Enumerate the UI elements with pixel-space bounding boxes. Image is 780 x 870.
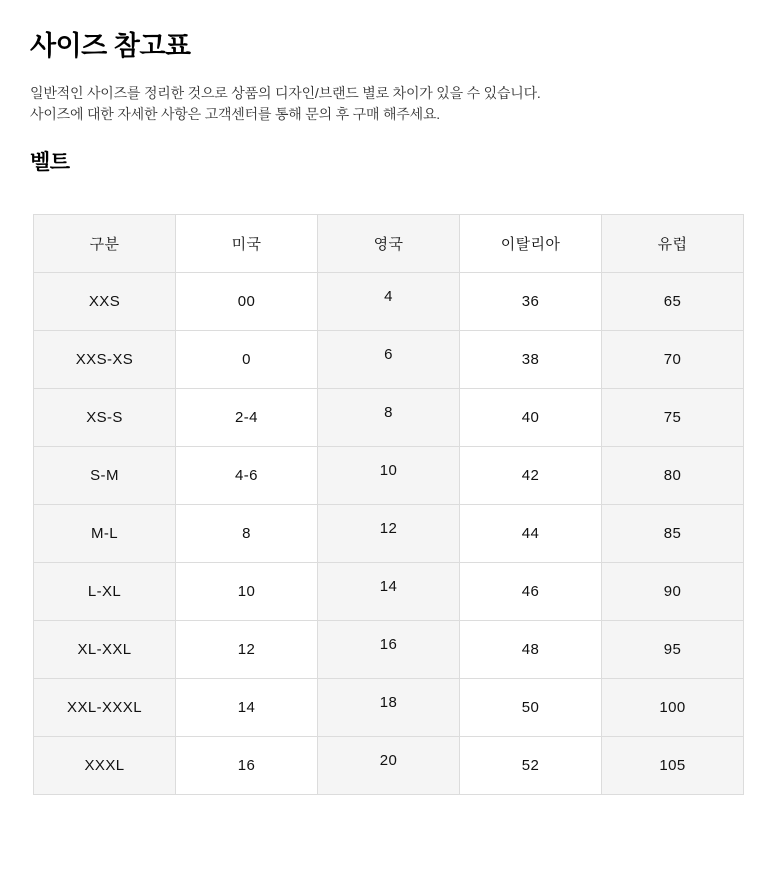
header-cell-text: 영국 [373,236,404,253]
table-cell [602,447,744,505]
table-cell [176,505,318,563]
table-cell [34,505,176,563]
table-cell-text: 46 [521,583,540,600]
table-cell [460,563,602,621]
header-cell [460,215,602,273]
header-cell-text: 구분 [89,236,120,253]
table-cell-text: 105 [659,757,686,774]
table-cell [318,273,460,331]
table-cell-text: 2-4 [235,409,258,426]
table-cell-text: 4 [384,288,393,305]
header-cell-text: 유럽 [657,236,688,253]
table-cell [176,331,318,389]
table-cell [602,331,744,389]
header-cell-text: 이탈리아 [500,236,561,253]
table-cell [318,621,460,679]
page-title: 사이즈 참고표 [30,31,191,61]
table-cell-text: XXS-XS [75,351,134,368]
table-cell [460,505,602,563]
table-cell [176,563,318,621]
table-cell-text: XXXL [84,757,125,774]
table-cell [176,389,318,447]
table-cell-text: 36 [521,293,540,310]
table-cell-text: 44 [521,525,540,542]
table-row [34,505,744,563]
table-cell-text: 38 [521,351,540,368]
table-cell-text: 6 [384,346,393,363]
table-cell-text: 52 [521,757,540,774]
table-cell [176,621,318,679]
table-cell-text: 80 [663,467,682,484]
table-cell-text: 100 [659,699,686,716]
table-body [34,273,744,795]
table-cell-text: XXL-XXXL [67,699,142,716]
table-cell [34,563,176,621]
table-cell [318,737,460,795]
table-cell-text: XL-XXL [77,641,132,658]
table-cell [460,273,602,331]
table-cell [602,505,744,563]
page-description-line-1: 일반적인 사이즈를 정리한 것으로 상품의 디자인/브랜드 별로 차이가 있을 수 있습니다. [30,85,541,101]
table-cell-text: 48 [521,641,540,658]
table-row [34,389,744,447]
table-cell-text: 10 [237,583,256,600]
header-cell [34,215,176,273]
table-cell-text: XXS [88,293,121,310]
table-row [34,273,744,331]
table-cell-text: L-XL [87,583,122,600]
table-cell-text: 65 [663,293,682,310]
header-cell-text: 미국 [231,236,262,253]
section-title-belt: 벨트 [30,151,70,174]
table-row [34,679,744,737]
table-cell-text: 0 [242,351,251,368]
table-cell [176,273,318,331]
table-cell-text: 8 [242,525,251,542]
table-cell [460,389,602,447]
table-cell [460,621,602,679]
table-cell-text: XS-S [86,409,123,426]
table-cell-text: 95 [663,641,682,658]
table-cell [34,621,176,679]
table-cell [176,679,318,737]
table-cell [602,621,744,679]
table-cell-text: 10 [379,462,398,479]
table-row [34,621,744,679]
table-cell [34,447,176,505]
table-cell [602,679,744,737]
size-guide-page [0,30,780,870]
table-cell-text: 90 [663,583,682,600]
table-cell-text: 8 [384,404,393,421]
table-cell [318,331,460,389]
belt-size-table [33,214,744,795]
page-description-line-2: 사이즈에 대한 자세한 사항은 고객센터를 통해 문의 후 구매 해주세요. [30,106,440,122]
table-cell [318,679,460,737]
table-row [34,563,744,621]
table-cell [34,389,176,447]
header-cell [602,215,744,273]
table-cell [460,447,602,505]
table-cell [460,737,602,795]
table-cell [602,737,744,795]
table-cell [460,679,602,737]
table-cell-text: 16 [379,636,398,653]
table-cell-text: 16 [237,757,256,774]
table-cell [34,679,176,737]
table-cell [34,273,176,331]
table-cell-text: 18 [379,694,398,711]
table-cell [176,447,318,505]
table-cell-text: 85 [663,525,682,542]
table-header [34,215,744,273]
table-cell [34,331,176,389]
table-cell [318,563,460,621]
table-cell-text: 75 [663,409,682,426]
table-cell [318,389,460,447]
table-cell-text: 70 [663,351,682,368]
table-cell-text: S-M [90,467,119,484]
table-cell-text: 00 [237,293,256,310]
header-cell [318,215,460,273]
table-cell [34,737,176,795]
table-row [34,331,744,389]
table-cell [602,273,744,331]
table-cell-text: 40 [521,409,540,426]
table-cell-text: 12 [379,520,398,537]
table-cell [176,737,318,795]
table-cell-text: 42 [521,467,540,484]
table-cell [602,563,744,621]
table-cell-text: 14 [237,699,256,716]
table-cell-text: 4-6 [235,467,258,484]
table-row [34,737,744,795]
table-cell [602,389,744,447]
table-cell-text: 14 [379,578,398,595]
table-cell-text: 12 [237,641,256,658]
table-cell-text: 20 [379,752,398,769]
table-cell [460,331,602,389]
table-cell-text: 50 [521,699,540,716]
table-cell-text: M-L [90,525,119,542]
header-cell [176,215,318,273]
header-row [34,215,744,273]
table-cell [318,447,460,505]
table-row [34,447,744,505]
table-cell [318,505,460,563]
